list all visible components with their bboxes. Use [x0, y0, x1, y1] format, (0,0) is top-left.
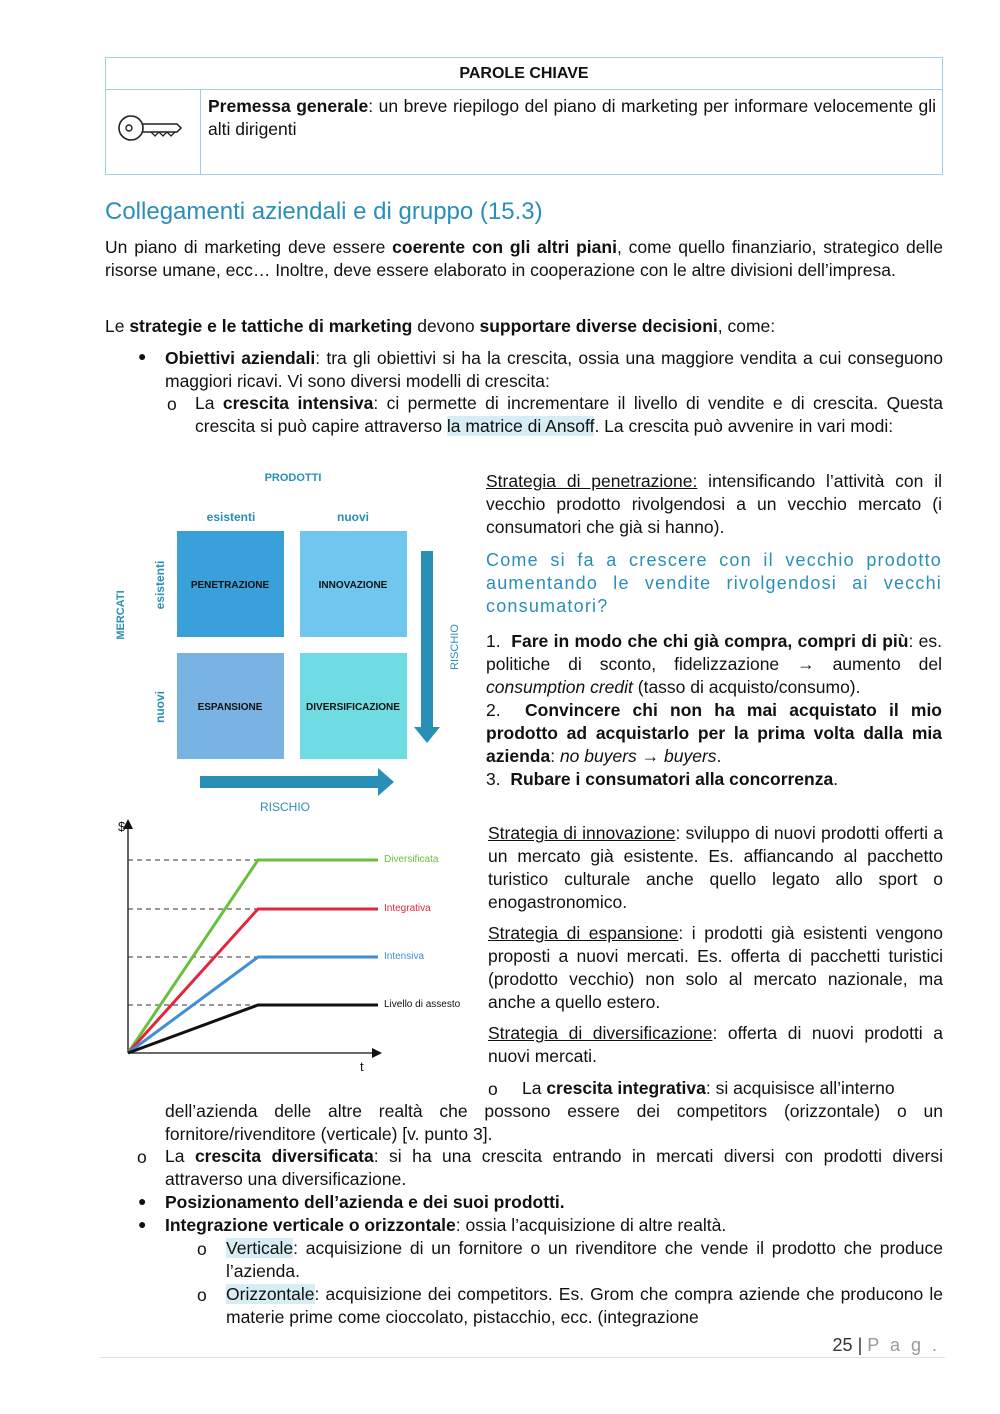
risk-arrow-horizontal: [200, 776, 378, 788]
keywords-title: PAROLE CHIAVE: [106, 58, 942, 90]
risk-arrow-horizontal-head: [378, 768, 394, 796]
ansoff-cell-label: ESPANSIONE: [197, 702, 263, 713]
growth-label-integrative: Integrativa: [384, 903, 431, 914]
penetration-point-1: 1. Fare in modo che chi già compra, compri di più: es. politiche di sconto, fidelizzazione → aumento del consumption credit (tasso di acquisto/consumo).: [486, 631, 942, 697]
sub-horizontal: Orizzontale: acquisizione dei competitors. Es. Grom che compra aziende che producono le materie prime come cioccolato, pistacchio, ecc. (integrazione: [226, 1284, 943, 1327]
ansoff-cell-label: INNOVAZIONE: [318, 580, 388, 591]
keyword-definition: Premessa generale: un breve riepilogo del piano di marketing per informare velocemente gli alti dirigenti: [208, 96, 936, 139]
innovation-strategy: Strategia di innovazione: sviluppo di nuovi prodotti offerti a un mercato già esistente. Es. affiancando al pacchetto turistico culturale anche quello legato allo sport o enogastronomico.: [488, 823, 943, 912]
ansoff-markets-label: MERCATI: [115, 590, 127, 640]
sub-bullet-marker: o: [137, 1147, 147, 1167]
risk-arrow-vertical-head: [414, 727, 440, 743]
bullet-dot: ●: [138, 1193, 147, 1209]
diversification-strategy: Strategia di diversificazione: offerta di nuovi prodotti a nuovi mercati.: [488, 1023, 943, 1066]
ansoff-row-existing: esistenti: [153, 560, 167, 610]
sub-bullet-marker: o: [197, 1285, 207, 1305]
key-icon: [115, 108, 185, 153]
risk-label-vertical: RISCHIO: [449, 624, 461, 670]
sub-bullet-marker: o: [197, 1239, 207, 1259]
growth-label-diversified: Diversificata: [384, 854, 439, 865]
ansoff-matrix: [108, 465, 468, 825]
sub-vertical: Verticale: acquisizione di un fornitore o un rivenditore che vende il prodotto che produce l’azienda.: [226, 1238, 943, 1281]
footer-rule: [100, 1357, 945, 1358]
sub-bullet-marker: o: [167, 394, 177, 414]
sub-intensive-growth: La crescita intensiva: ci permette di incrementare il livello di vendite e di crescita. Questa crescita si può capire attraverso la matrice di Ansoff. La crescita può avvenire in vari modi:: [195, 393, 944, 436]
ansoff-col-existing: esistenti: [206, 510, 256, 524]
growth-chart: [108, 815, 468, 1080]
risk-label-horizontal: RISCHIO: [259, 800, 311, 814]
risk-arrow-vertical: [421, 551, 433, 727]
penetration-list: [486, 630, 942, 791]
ansoff-cell-label: DIVERSIFICAZIONE: [306, 702, 400, 713]
ansoff-col-new: nuovi: [337, 510, 369, 524]
paragraph-2: Le strategie e le tattiche di marketing devono supportare diverse decisioni, come:: [105, 316, 776, 336]
penetration-point-3: 3. Rubare i consumatori alla concorrenza.: [486, 769, 839, 789]
growth-line-integrative: [128, 909, 378, 1053]
growth-x-axis-head: [372, 1048, 382, 1058]
growth-y-label: $: [118, 819, 126, 834]
sub-diversified-growth: La crescita diversificata: si ha una crescita entrando in mercati diversi con prodotti diversi attraverso una diversificazione.: [165, 1146, 944, 1189]
penetration-question: Come si fa a crescere con il vecchio prodotto aumentando le vendite rivolgendosi ai vecchi consumatori?: [486, 550, 942, 616]
bullet-integration: Integrazione verticale o orizzontale: ossia l’acquisizione di altre realtà.: [165, 1215, 727, 1235]
bullet-positioning: Posizionamento dell’azienda e dei suoi prodotti.: [165, 1192, 565, 1212]
page-number: 25 | P a g .: [832, 1335, 940, 1355]
bullet-objectives: Obiettivi aziendali: tra gli obiettivi si ha la crescita, ossia una maggiore vendita a cui conseguono maggiori ricavi. Vi sono diversi modelli di crescita:: [165, 348, 943, 391]
growth-label-intensive: Intensiva: [384, 951, 425, 962]
expansion-strategy: Strategia di espansione: i prodotti già esistenti vengono proposti a nuovi mercati. Es. offerta di pacchetti turistici (prodotto vecchio) non solo al mercato nazionale, ma anche a quello estero.: [488, 923, 943, 1012]
penetration-strategy: Strategia di penetrazione: intensificando l’attività con il vecchio prodotto rivolgendosi a un vecchio mercato (i consumatori che già si hanno).: [486, 471, 942, 537]
bullet-dot: ●: [138, 1216, 147, 1232]
section-title: Collegamenti aziendali e di gruppo (15.3): [105, 198, 543, 225]
keywords-divider: [200, 89, 201, 174]
growth-x-label: t: [360, 1059, 364, 1074]
sub-bullet-marker: o: [488, 1079, 498, 1099]
paragraph-1: Un piano di marketing deve essere coerente con gli altri piani, come quello finanziario, strategico delle risorse umane, ecc… Inoltre, deve essere elaborato in cooperazione con le altre divisioni dell’impresa.: [105, 237, 943, 280]
ansoff-row-new: nuovi: [153, 691, 167, 723]
sub-integrative-growth: La crescita integrativa: si acquisisce all’interno: [522, 1078, 895, 1098]
ansoff-cell-label: PENETRAZIONE: [190, 580, 270, 591]
growth-label-base: Livello di assesto: [384, 999, 461, 1010]
penetration-point-2: 2. Convincere chi non ha mai acquistato il mio prodotto ad acquistarlo per la prima volta dalla mia azienda: no buyers → buyers.: [486, 700, 942, 766]
ansoff-products-label: PRODOTTI: [264, 472, 322, 484]
bullet-dot: ●: [138, 348, 147, 364]
sub-integrative-growth-cont: dell’azienda delle altre realtà che possono essere dei competitors (orizzontale) o un fornitore/rivenditore (verticale) [v. punto 3].: [165, 1101, 943, 1144]
